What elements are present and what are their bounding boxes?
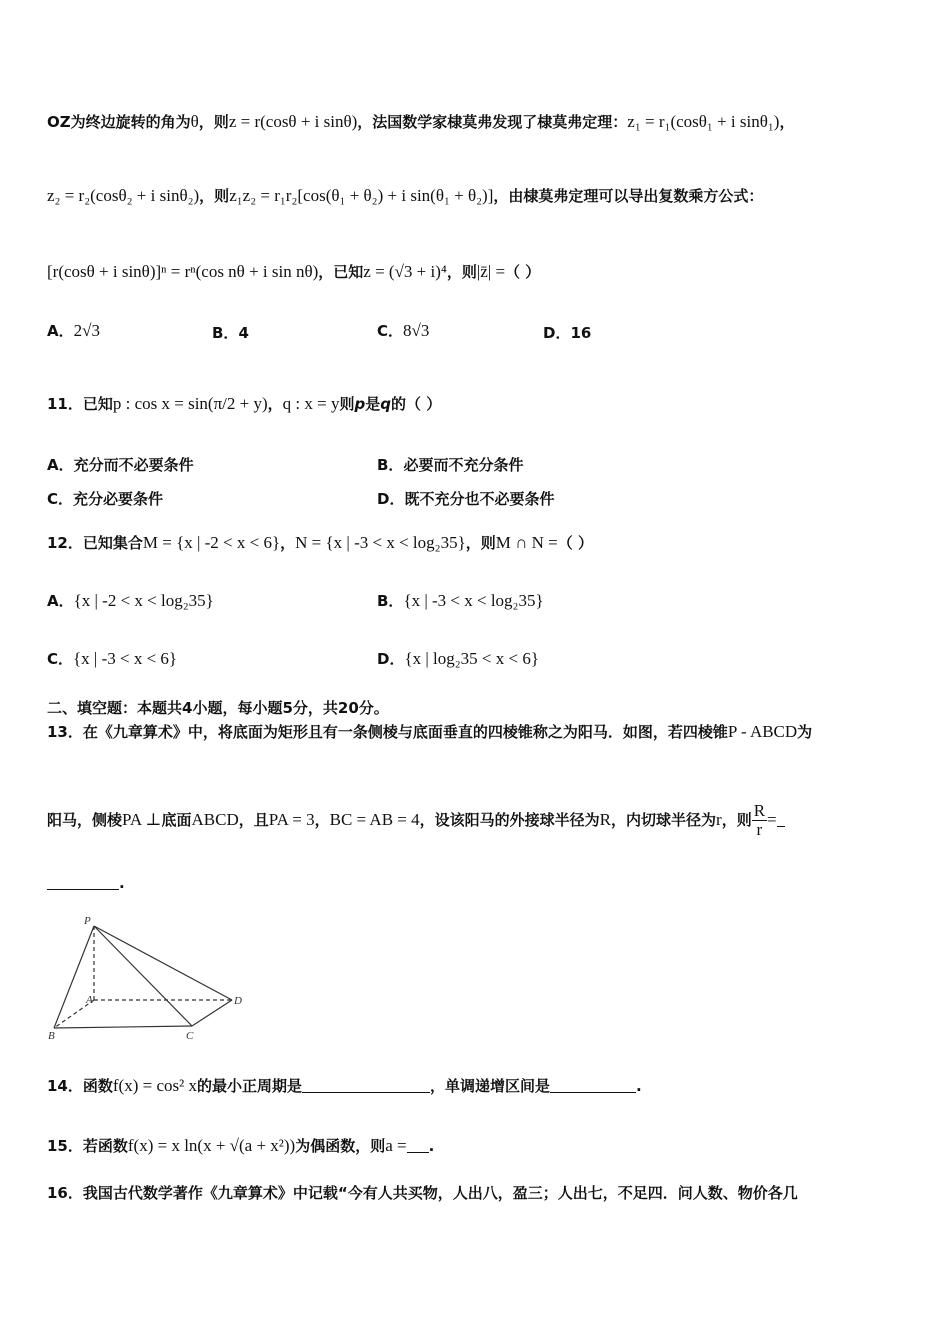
q15-period: . xyxy=(428,1137,435,1155)
inner-radius: r xyxy=(716,810,722,829)
option-label: B． xyxy=(377,592,404,610)
vertex-label-c: C xyxy=(186,1030,194,1040)
q13-text: 13．在《九章算术》中，将底面为矩形且有一条侧棱与底面垂直的四棱锥称之为阳马．如图，若四棱锥 xyxy=(47,723,728,741)
q11-number: 11．已知 xyxy=(47,395,113,413)
q12-m-formula: M = {x | -2 < x < 6} xyxy=(142,533,281,552)
q11-option-d xyxy=(377,488,554,509)
q11-p: p xyxy=(354,395,366,413)
edge-cd xyxy=(192,1000,232,1026)
q11-p-formula: p : cos x = sin(π/2 + y) xyxy=(112,394,268,413)
q12-number: 12．已知集合 xyxy=(47,534,143,552)
option-label: B． xyxy=(212,324,239,342)
option-label: D． xyxy=(377,490,405,508)
interval-blank[interactable] xyxy=(550,1078,636,1093)
a-blank[interactable] xyxy=(407,1138,429,1153)
q13-period: . xyxy=(119,874,125,892)
z1-formula: z₁ = r₁(cosθ₁ + i sinθ₁) xyxy=(627,112,780,131)
vertex-label-a: A xyxy=(86,994,93,1006)
q11-option-b xyxy=(377,454,523,475)
option-value: 2√3 xyxy=(73,321,100,340)
option-value: {x | log₂35 < x < 6} xyxy=(404,649,540,668)
option-text: 既不充分也不必要条件 xyxy=(404,490,555,508)
option-label: A． xyxy=(47,322,74,340)
edge-bc xyxy=(54,1026,192,1028)
equals-sign: = xyxy=(767,810,777,829)
option-label: A． xyxy=(47,456,74,474)
q15-number: 15．若函数 xyxy=(47,1137,128,1155)
q11-q-formula: q : x = y xyxy=(282,394,340,413)
edge-pd xyxy=(94,926,232,1000)
para1-text-a: OZ为终边旋转的角为 xyxy=(47,113,191,131)
option-label: D． xyxy=(543,324,571,342)
q12-option-c xyxy=(47,648,177,669)
para2-text-b: ，由棣莫弗定理可以导出复数乘方公式： xyxy=(493,187,764,205)
q11-sep: ， xyxy=(267,395,283,413)
para2-text-a: ，则 xyxy=(199,187,230,205)
para1-text-b: ，则 xyxy=(198,113,229,131)
q14-line xyxy=(47,1076,642,1096)
option-value: 8√3 xyxy=(403,321,430,340)
q13-text-b: 底面 xyxy=(161,811,192,829)
q12-text-b: ，则 xyxy=(465,534,496,552)
q12-option-d xyxy=(377,648,539,669)
option-value: 4 xyxy=(238,324,249,342)
option-label: C． xyxy=(47,490,74,508)
q10-option-a xyxy=(47,320,100,341)
para3-text-b: ，则 xyxy=(446,263,477,281)
q10-option-d xyxy=(543,322,591,343)
q12-intersection: M ∩ N = xyxy=(495,533,558,552)
q12-option-a xyxy=(47,590,214,611)
pa-perp: PA ⊥ xyxy=(122,810,162,829)
q13-text-a: 阳马，侧棱 xyxy=(47,811,123,829)
q13-line2 xyxy=(47,802,785,839)
edge-pb xyxy=(54,926,94,1028)
q14-text-b: ，单调递增区间是 xyxy=(429,1077,550,1095)
q15-function: f(x) = x ln(x + √(a + x²)) xyxy=(127,1136,296,1155)
q12-bracket: （ ） xyxy=(557,534,593,552)
q13-text-c: ，且 xyxy=(238,811,269,829)
q13-text-g: ，则 xyxy=(721,811,752,829)
z-definition-formula: z = (√3 + i)⁴ xyxy=(363,262,447,281)
q13-text-f: ，内切球半径为 xyxy=(611,811,717,829)
product-formula: z₁z₂ = r₁r₂[cos(θ₁ + θ₂) + i sin(θ₁ + θ₂)] xyxy=(229,186,494,205)
para3-text-a: ，已知 xyxy=(318,263,364,281)
q15-a-equals: a = xyxy=(385,1136,407,1155)
pa-value: PA = 3 xyxy=(268,810,315,829)
answer-bracket: （ ） xyxy=(505,263,541,281)
q13-text-end: 为 xyxy=(797,723,813,741)
option-value: {x | -3 < x < 6} xyxy=(73,649,178,668)
q11-q: q xyxy=(380,395,392,413)
outer-radius: R xyxy=(599,810,611,829)
q12-option-b xyxy=(377,590,544,611)
period-blank[interactable] xyxy=(302,1078,430,1093)
fraction-numerator: R xyxy=(753,801,766,820)
option-label: B． xyxy=(377,456,404,474)
modulus-formula: |z̄| = xyxy=(476,262,506,281)
para1-line xyxy=(47,112,794,132)
pyramid-figure xyxy=(46,912,256,1040)
ratio-fraction xyxy=(752,802,767,839)
q10-option-b xyxy=(212,322,249,343)
bc-ab-value: BC = AB = 4 xyxy=(329,810,420,829)
edge-pc xyxy=(94,926,192,1026)
para3-line xyxy=(47,262,540,282)
q15-text-a: 为偶函数，则 xyxy=(295,1137,386,1155)
vertex-label-b: B xyxy=(48,1030,55,1040)
option-label: A． xyxy=(47,592,74,610)
q11-option-c xyxy=(47,488,163,509)
q11-stem xyxy=(47,394,441,414)
q13-line1 xyxy=(47,722,812,742)
q13-line3 xyxy=(47,873,125,893)
section-heading: 二、填空题：本题共4小题，每小题5分，共20分。 xyxy=(47,699,389,717)
q11-option-a xyxy=(47,454,194,475)
q16-line: 16．我国古代数学著作《九章算术》中记载“今有人共买物，人出八，盈三；人出七，不足四．问人数、物价各几 xyxy=(47,1184,798,1202)
para1-text-d: ， xyxy=(779,113,795,131)
pyramid-name: P - ABCD xyxy=(727,722,798,741)
fraction-denominator: r xyxy=(756,820,763,839)
vertex-label-p: P xyxy=(84,915,91,927)
option-text: 充分而不必要条件 xyxy=(73,456,194,474)
power-formula: [r(cosθ + i sinθ)]ⁿ = rⁿ(cos nθ + i sin nθ) xyxy=(47,262,319,281)
polar-form-formula: z = r(cosθ + i sinθ) xyxy=(228,112,358,131)
q14-number: 14．函数 xyxy=(47,1077,113,1095)
q13-text-e: ，设该阳马的外接球半径为 xyxy=(419,811,600,829)
q12-sep: ， xyxy=(280,534,296,552)
z2-formula: z₂ = r₂(cosθ₂ + i sinθ₂) xyxy=(47,186,200,205)
base-name: ABCD xyxy=(191,810,239,829)
option-text: 必要而不充分条件 xyxy=(403,456,524,474)
para2-line xyxy=(47,186,763,206)
para1-text-c: ，法国数学家棣莫弗发现了棣莫弗定理： xyxy=(357,113,628,131)
option-label: C． xyxy=(377,322,404,340)
answer-blank-start[interactable] xyxy=(777,812,785,827)
q11-text-c: 是 xyxy=(365,395,381,413)
q14-period: . xyxy=(636,1077,642,1095)
pyramid-diagram xyxy=(46,912,256,1040)
option-value: {x | -2 < x < log₂35} xyxy=(73,591,214,610)
q12-stem xyxy=(47,533,593,553)
q11-bracket: 的（ ） xyxy=(391,395,442,413)
q10-option-c xyxy=(377,320,429,341)
answer-blank[interactable] xyxy=(47,875,119,890)
option-label: C． xyxy=(47,650,74,668)
option-value: 16 xyxy=(570,324,592,342)
q13-text-d: ， xyxy=(314,811,330,829)
q12-n-formula: N = {x | -3 < x < log₂35} xyxy=(295,533,466,552)
q11-text-b: 则 xyxy=(339,395,355,413)
option-value: {x | -3 < x < log₂35} xyxy=(403,591,544,610)
vertex-label-d: D xyxy=(234,995,242,1007)
option-label: D． xyxy=(377,650,405,668)
q15-line xyxy=(47,1136,434,1156)
q14-text-a: 的最小正周期是 xyxy=(196,1077,302,1095)
option-text: 充分必要条件 xyxy=(73,490,164,508)
q14-function: f(x) = cos² x xyxy=(112,1076,197,1095)
theta-symbol: θ xyxy=(190,112,199,131)
